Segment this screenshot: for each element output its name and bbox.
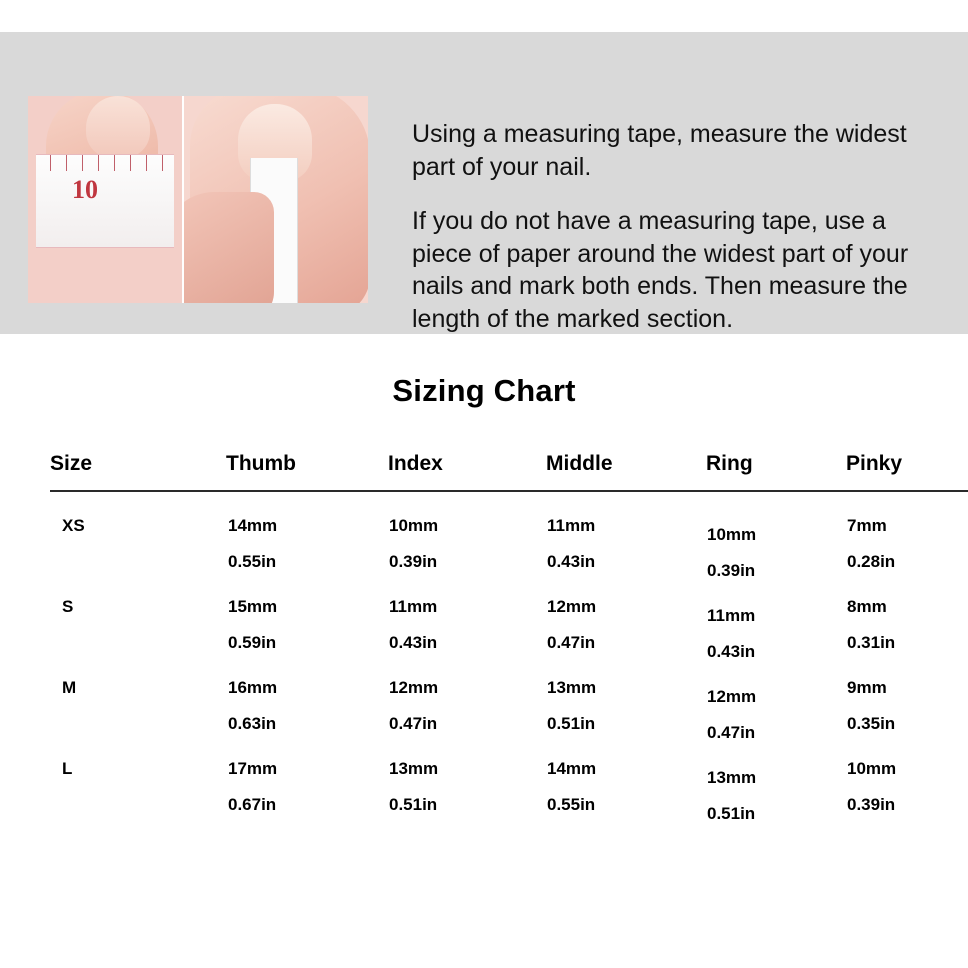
instruction-paragraph-2: If you do not have a measuring tape, use a piece of paper around the widest part of your nails and mark both ends. Then measure the length of the marked section. (412, 207, 909, 333)
finger-with-paper-strip-photo (182, 96, 368, 303)
cell-m-ring (706, 663, 846, 744)
value-in: 0.43in (707, 642, 756, 661)
cell-l-pinky (846, 735, 968, 816)
cell-xs-ring (706, 500, 846, 582)
cell-s-index (388, 573, 546, 654)
nail-illustration (86, 96, 150, 158)
value-in: 0.51in (707, 804, 756, 823)
cell-m-index (388, 654, 546, 735)
value-in: 0.59in (228, 633, 277, 652)
value-in: 0.51in (547, 714, 596, 733)
table-row (50, 654, 968, 735)
column-header-middle: Middle (546, 452, 706, 491)
value-mm: 14mm (228, 516, 278, 535)
value-mm: 13mm (389, 759, 439, 778)
value-in: 0.55in (547, 795, 596, 814)
instruction-paragraph-1: Using a measuring tape, measure the widest part of your nail. (412, 120, 907, 181)
value-mm: 17mm (228, 759, 278, 778)
column-header-size: Size (50, 452, 226, 491)
value-mm: 11mm (389, 597, 438, 616)
tape-number-label: 10 (72, 175, 98, 204)
row-label-m: M (62, 678, 77, 697)
value-mm: 14mm (547, 759, 597, 778)
cell-s-ring (706, 582, 846, 663)
value-in: 0.35in (847, 714, 896, 733)
value-mm: 16mm (228, 678, 278, 697)
sizing-table (50, 452, 968, 823)
cell-m-pinky (846, 654, 968, 735)
finger-with-measuring-tape-photo (28, 96, 182, 303)
cell-l-index (388, 735, 546, 816)
thumb-illustration (182, 192, 274, 303)
value-mm: 9mm (847, 678, 887, 697)
value-in: 0.47in (389, 714, 438, 733)
value-mm: 12mm (707, 687, 757, 706)
column-header-ring: Ring (706, 452, 846, 491)
page-title: Sizing Chart (392, 373, 576, 408)
value-in: 0.55in (228, 552, 277, 571)
cell-xs-pinky (846, 491, 968, 573)
row-label-l: L (62, 759, 73, 778)
value-in: 0.28in (847, 552, 896, 571)
cell-xs-index (388, 491, 546, 573)
value-in: 0.43in (389, 633, 438, 652)
value-mm: 11mm (547, 516, 596, 535)
table-header-row (50, 452, 968, 491)
column-header-thumb: Thumb (226, 452, 388, 491)
sizing-table-wrap (50, 452, 968, 823)
value-mm: 13mm (547, 678, 597, 697)
cell-s-middle (546, 573, 706, 654)
value-mm: 10mm (847, 759, 897, 778)
value-in: 0.67in (228, 795, 277, 814)
table-row (50, 735, 968, 816)
value-in: 0.39in (389, 552, 438, 571)
value-in: 0.63in (228, 714, 277, 733)
cell-xs-thumb (226, 491, 388, 573)
value-mm: 11mm (707, 606, 756, 625)
value-mm: 12mm (547, 597, 597, 616)
cell-l-thumb (226, 735, 388, 816)
cell-m-middle (546, 654, 706, 735)
row-label-xs: XS (62, 516, 85, 535)
value-in: 0.43in (547, 552, 596, 571)
value-in: 0.39in (847, 795, 896, 814)
measuring-tape-illustration (36, 154, 174, 248)
cell-m-thumb (226, 654, 388, 735)
column-header-pinky: Pinky (846, 452, 968, 491)
instruction-photo-pair (28, 96, 368, 303)
value-in: 0.47in (547, 633, 596, 652)
row-label-s: S (62, 597, 74, 616)
value-in: 0.47in (707, 723, 756, 742)
table-row (50, 491, 968, 573)
value-mm: 10mm (707, 525, 757, 544)
cell-xs-middle (546, 491, 706, 573)
cell-l-ring (706, 744, 846, 825)
value-in: 0.39in (707, 561, 756, 580)
value-mm: 13mm (707, 768, 757, 787)
cell-s-thumb (226, 573, 388, 654)
value-in: 0.51in (389, 795, 438, 814)
value-in: 0.31in (847, 633, 896, 652)
value-mm: 15mm (228, 597, 278, 616)
value-mm: 10mm (389, 516, 439, 535)
value-mm: 12mm (389, 678, 439, 697)
cell-l-middle (546, 735, 706, 816)
cell-s-pinky (846, 573, 968, 654)
value-mm: 8mm (847, 597, 887, 616)
instruction-band (0, 32, 968, 334)
table-row (50, 573, 968, 654)
value-mm: 7mm (847, 516, 887, 535)
instruction-text (412, 118, 948, 335)
column-header-index: Index (388, 452, 546, 491)
